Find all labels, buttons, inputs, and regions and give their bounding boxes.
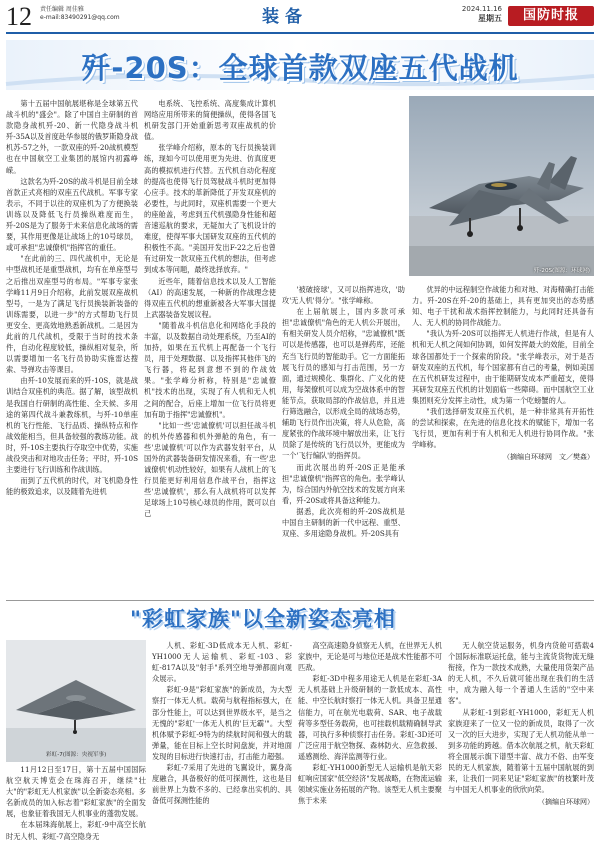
headline-banner <box>6 40 594 90</box>
photo-caption: 彩虹-7(图源：央视军事) <box>46 752 107 758</box>
paragraph: 据悉，此次亮相的歼-20S战机是中国自主研制的新一代中远程、重型、双座、多用途隐身战机。歼-20S具有 <box>282 506 405 539</box>
paragraph: '被破接球'，又可以指挥进攻，'助攻'无人机'得分'。"张学峰称。 <box>282 285 405 306</box>
article2-column-2 <box>152 640 292 830</box>
article1-headline: 歼-20S：全球首款双座五代战机 <box>81 51 519 85</box>
paragraph: 在上届航展上，国内多款可承担"忠诚僚机"角色的无人机公开展出，有相关研发人员介绍称，"忠诚僚机"既可以是传感器，也可以是弹药库，还能充当飞行员的智能助手。它一方面能拓展飞行员的感知与打击范围，另一方面，通过规模化、集群化、广义化的使用，每架僚机可以成为空战体系中的智能节点，获取局部的作战信息，并且进行筛选融合，以形成全局的战场态势，辅助飞行员作出决策，将人从危险，高度紧张的作战环境中解放出来，让飞行员除了是传统的飞行员以外，更能成为一个'飞行编队'的指挥员。 <box>282 307 405 461</box>
j20s-photo <box>409 96 594 276</box>
paragraph: 人机、彩虹-3D低成本无人机、彩虹-YH1000无人运输机、彩虹-103、彩虹-817A以及"射手"系列空地导弹都面向观众展示。 <box>152 641 292 684</box>
paragraph: 而到了五代机的时代，对飞机隐身性能的极致追求，以及随着先进机 <box>6 476 138 497</box>
paragraph: 彩虹-9是"彩虹家族"的新成员，为大型察打一体无人机。载荷与航程指标强大，在部分性能上，可以达到世界级水平，是当之无愧的"彩虹'一体无人机的'巨无霸'"。大型机体赋予彩虹-9特为的续航时间和强大的载弹量，能在目标上空长时间盘旋，并对地面发现的目标进行快速打击，打击能力超强。 <box>152 685 292 761</box>
paragraph: 彩虹-YH1000新型无人运输机是航天彩虹响应国家"低空经济"发展战略，在物流运输领域实施业务拓展的产物。该型无人机主要聚焦于未来 <box>298 763 442 806</box>
article2-column-1 <box>6 764 146 841</box>
article1-column-2 <box>144 98 276 594</box>
paragraph: 彩虹-3D中程多用途无人机是在彩虹-3A无人机基础上升级研制的一款低成本、高性能、中空长航时察打一体无人机。具备卫星通信能力，可在航光电载荷、SAR、电子战载荷等多型任务载荷，也可挂载机载精确制导武器，可执行多种侦察打击任务。彩虹-3D还可广泛应用于航空物探、森林防火、应急救援、遥感测绘、海洋监测等行业。 <box>298 674 442 761</box>
article2-headline: "彩虹家族"以全新姿态亮相 <box>130 607 396 631</box>
paragraph: 电系统、飞控系统、高度集成计算机网络应用所带来的简便操纵，使得各国飞机研发部门开始重新思考双座战机的价值。 <box>144 99 276 142</box>
paragraph: 无人航空货运服务，机身内货舱可搭载4个国际标准联运托盘，能与主流货货物流无缝衔接，作为一款技术成熟，大量使用货架产品的无人机，不久后就可能出现在我们的生活中，成为融入每一个普通人生活的"空中来客"。 <box>448 641 594 706</box>
editor-info <box>40 6 120 22</box>
column-spacer <box>282 98 405 284</box>
masthead-rule <box>6 32 594 34</box>
page-number: 12 <box>6 2 32 31</box>
weekday-text: 星期五 <box>478 14 502 23</box>
article1-column-3 <box>282 98 405 594</box>
issue-date <box>432 4 502 24</box>
paragraph: 高空高速隐身侦察无人机，在世界无人机家族中，无论是可与地位还是战术性能都不可匹敌。 <box>298 641 442 673</box>
paragraph: 彩虹-7采用了先进的飞翼设计，翼身高度融合，具备极好的低可探测性，这也是目前世界上为数不多的、已经拿出实机的、具备低可探测性能的 <box>152 763 292 806</box>
article1-column-1 <box>6 98 138 594</box>
paragraph: 第十五届中国航展堪称是全球第五代战斗机的"盛会"。除了中国自主研制的首款隐身战机歼-20、新一代隐身战斗机歼-35A以及首度赴华参展的俄罗斯隐身战机苏-57之外，一款双座的歼-20战机模型也在中国航空工业集团的展馆内初露峥嵘。 <box>6 99 138 175</box>
paragraph: 11月12日至17日，第十五届中国国际航空航天博览会在珠海召开，继续"壮大"的"彩虹无人机家族"以全新姿态亮相。多名新成员的加入标志着"彩虹家族"的全面发展，也象征着我国无人机事业的蓬勃发展。 <box>6 765 146 819</box>
paragraph: 近些年，随着信息技术以及人工智能（AI）的高速发展，一种新的作战理念使得双座五代机的想重新被各大军事大国提上武器装备发展议程。 <box>144 276 276 319</box>
paragraph: "随着战斗机信息化和网络化手段的丰富，以及数据自动处理系统，乃至AI的加持，如果在五代机上再配备一个飞行员，用于处理数据、以及指挥其他伴飞的飞行器，将起到意想不到的作战效果。"张学峰分析称，特别是"忠诚僚机"技术的出现，实现了有人机和无人机之间的配合，后座上增加一位飞行员将更加有助于指挥"忠诚僚机"。 <box>144 320 276 419</box>
paragraph: "我认为歼-20S可以指挥无人机进行作战，但是有人机和无人机之间如何协调，如何发挥最大的效能，目前全球各国都处于一个探索的阶段。"张学峰表示，对于是否研发双座的五代机，每个国家都有自己的考量，例如美国在五代机研发过程中，由于能期研发成本严重超支，使得其研发双座五代机的计划面临一些障碍。而中国航空工业集团则充分发挥主动性，成为第一个吃螃蟹的人。 <box>412 329 594 405</box>
article-divider <box>6 600 594 601</box>
editor-email: e-mail:83490291@qq.com <box>40 14 120 21</box>
paragraph: "比如一些'忠诚僚机'可以担任战斗机的机外传感器和机外弹舱的角色，有一些'忠诚僚机'可以作为武器发射平台，从国外的武器装备研发情况来看，有一些'忠诚僚机'机动性较好，如果有人战机上的飞行员能更好利用信息作战平台，指挥这些'忠诚僚机'，那么有人战机将可以发挥足球场上10号核心球员的作用，既可以自己 <box>144 420 276 519</box>
article2-signature: （摘编自环球网） <box>538 798 594 807</box>
flying-wing-drone-illustration <box>6 640 146 762</box>
paragraph: 优异的中远程制空作战能力和对地、对海精确打击能力。歼-20S在歼-20的基础上，具有更加突出的态势感知、电子干扰和战术指挥控制能力，与此同时还具备有人、无人机的协同作战能力。 <box>412 285 594 328</box>
article1-signature: （摘编自环球网 文／樊姦） <box>503 453 594 462</box>
paragraph: 在本届珠海航展上，彩虹-9中高空长航时无人机、彩虹-7高空隐身无 <box>6 820 146 841</box>
paragraph: "我们选择研发双座五代机，是一种非常具有开拓性的尝试和探索，在先进的信息化技术的赋能下，增加一名飞行员，更加有利于有人机和无人机进行协同作战。"张学峰称。 <box>412 407 594 450</box>
article2-headline-banner <box>130 603 530 633</box>
paragraph: "在此前的三、四代战机中，无论是中型战机还是重型战机，均有在单座型号之后推出双座型号的布局。"军事专家张学峰11月9日介绍称，此前发展双座战机型号，一是为了满足飞行员换装新装备的训练需要，以进一步"的方式帮助飞行员更安全、更高效地熟悉新战机。二是因为此前的几代战机，受限于当时的技术条件，自动化程度较低，操纵相对复杂，所以需要增加一名飞行员协助实施雷达搜索、导弹攻击等课目。 <box>6 254 138 375</box>
section-title: 装备 <box>262 7 308 27</box>
fighter-jet-illustration <box>409 96 594 276</box>
paragraph: 由歼-10发展而来的歼-10S，就是战训结合双座机的典范。据了解，该型战机是我国自行研制的高性能、全天候、多用途的第四代战斗兼教练机，与歼-10单座机的飞行性能、飞行品质、操纵特点和作战效能相当，但具备较强的教练功能。战时，歼-10S主要执行夺取空中优势，实施战役突击和对地攻击任务；平时，歼-10S主要进行飞行训练和作战训练。 <box>6 376 138 475</box>
paragraph: 张学峰介绍称，原本的飞行员换装训练，现如今可以使用更为先进、仿真度更高的模拟机进行代替。五代机自动化程度的提高也使得飞行员驾驶战斗机时更加得心应手。技术的革新降低了开发双座机的必要性，与此同时，双座机需要一个更大的座舱盖，考虑到五代机强隐身性能和超音速巡航的要求，无疑加大了飞机设计的难度，使得军事大国研发双座的五代机的积极性不高。"美国开发出F-22之后也曾有过研发一款双座五代机的想法，但考虑到成本等问题，最终选择放弃。" <box>144 143 276 275</box>
newspaper-logo: 国防时报 <box>508 6 594 26</box>
paragraph: 而此次展出的歼-20S正是能承担"忠诚僚机"指挥官的角色。张学峰认为，综合国内外航空技术的发展方向来看，歼-20S或将具备这种能力。 <box>282 462 405 505</box>
article1-column-4 <box>412 284 594 594</box>
editor-name: 责任编辑 周佳雅 <box>40 6 84 13</box>
photo-caption: 歼-20S(图源：环球网) <box>533 268 590 274</box>
article2-column-4 <box>448 640 594 830</box>
rainbow7-photo <box>6 640 146 762</box>
paragraph: 这款名为歼-20S的战斗机是目前全球首款正式亮相的双座五代战机。军事专家表示，不同于以往的双座机为了方便换装训练以及降低飞行员操纵难度而生，歼-20S是为了服务于未来信息化战场的需要，其作用更像是让战场上的10号球员，或可承担"忠诚僚机"指挥官的重任。 <box>6 176 138 253</box>
paragraph: 从彩虹-1到彩虹-YH1000，彩虹无人机家族迎来了一位又一位的新成员，取得了一次又一次的巨大进步，实现了无人机功能从单一到多功能的跨越。借本次航展之机，航天彩虹将全面展示旗下谱型丰富、战力不俗、由军变民的无人机家族，随着第十五届中国航展的到来，让我们一同来见证"彩虹家族"的枝繁叶茂与中国无人机事业的欣欣向荣。 <box>448 707 594 795</box>
article2-column-3 <box>298 640 442 830</box>
date-text: 2024.11.16 <box>461 5 502 13</box>
